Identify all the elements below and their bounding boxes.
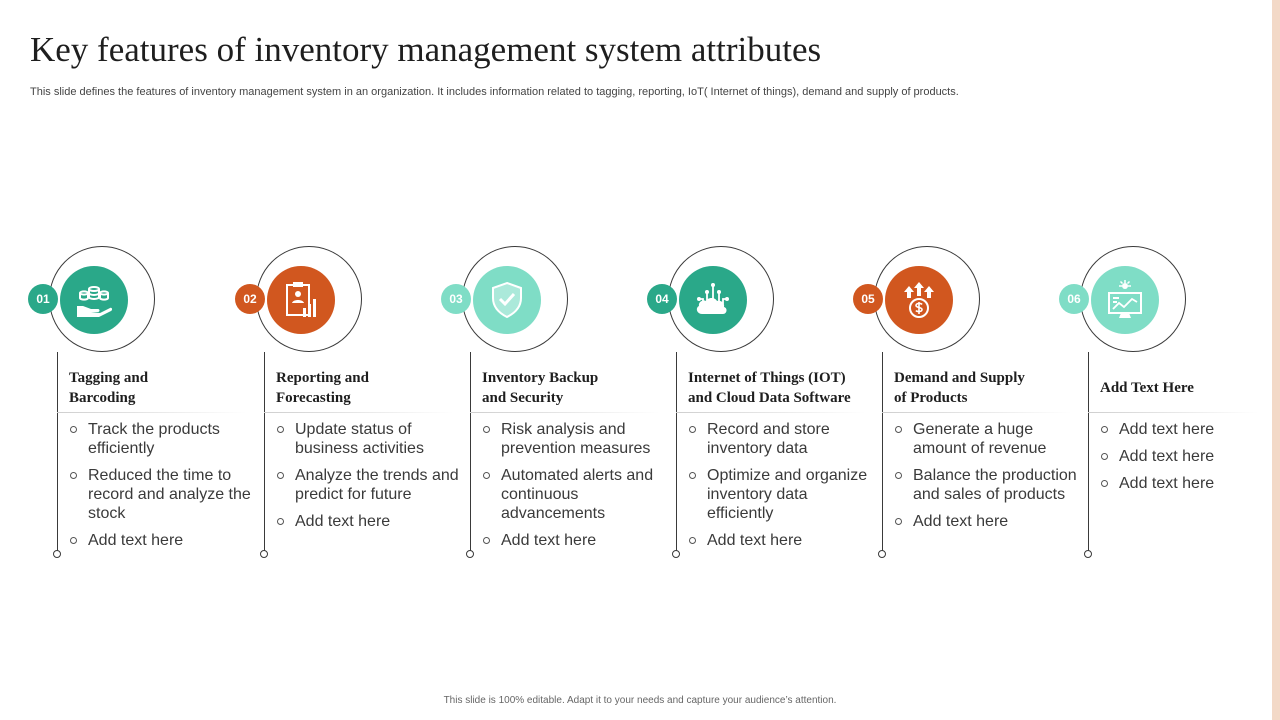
clipboard-chart-icon	[281, 280, 321, 320]
slide-footer-note: This slide is 100% editable. Adapt it to your needs and capture your audience’s attention.	[443, 695, 837, 706]
connector-end-dot	[1084, 550, 1092, 558]
feature-heading	[894, 368, 1084, 408]
feature-tagging-barcoding	[36, 246, 263, 562]
heading-line-1: Reporting and	[276, 370, 369, 386]
icon-disc	[473, 266, 541, 334]
bullet-item: Optimize and organize inventory data efficiently	[688, 466, 876, 523]
hand-coins-icon	[74, 280, 114, 320]
icon-ring	[49, 246, 155, 352]
icon-disc	[885, 266, 953, 334]
bullet-item: Reduced the time to record and analyze the stock	[69, 466, 257, 523]
money-bag-arrows-icon	[899, 280, 939, 320]
heading-line-1: Demand and Supply	[894, 370, 1025, 386]
connector-line	[1088, 352, 1089, 554]
connector-end-dot	[466, 550, 474, 558]
monitor-analytics-icon	[1105, 280, 1145, 320]
bullet-item: Add text here	[1100, 447, 1270, 466]
heading-line-1: Tagging and	[69, 370, 149, 386]
feature-heading	[688, 368, 878, 408]
heading-divider	[882, 412, 1072, 413]
feature-heading	[482, 368, 672, 408]
bullet-item: Balance the production and sales of products	[894, 466, 1082, 504]
connector-end-dot	[260, 550, 268, 558]
bullet-item: Add text here	[1100, 474, 1270, 493]
icon-ring	[874, 246, 980, 352]
bullet-item: Add text here	[482, 531, 670, 550]
heading-line-1: Inventory Backup	[482, 370, 599, 386]
page-title: Key features of inventory management system attributes	[30, 30, 822, 69]
connector-line	[882, 352, 883, 554]
heading-line-2: Barcoding	[69, 390, 136, 406]
bullet-list	[688, 420, 876, 558]
feature-heading	[276, 368, 466, 408]
feature-backup-security	[449, 246, 676, 562]
heading-line-2: of Products	[894, 390, 968, 406]
bullet-item: Add text here	[276, 512, 464, 531]
connector-end-dot	[53, 550, 61, 558]
bullet-list	[1100, 420, 1270, 501]
step-number-badge: 05	[853, 284, 883, 314]
heading-divider	[676, 412, 866, 413]
heading-divider	[57, 412, 247, 413]
bullet-item: Add text here	[1100, 420, 1270, 439]
bullet-list	[276, 420, 464, 539]
connector-line	[57, 352, 58, 554]
bullet-list	[482, 420, 670, 558]
step-number-badge: 01	[28, 284, 58, 314]
bullet-list	[894, 420, 1082, 539]
feature-demand-supply	[861, 246, 1088, 562]
connector-line	[470, 352, 471, 554]
connector-end-dot	[672, 550, 680, 558]
heading-line-1: Add Text Here	[1100, 380, 1194, 396]
feature-reporting-forecasting	[243, 246, 470, 562]
feature-heading	[1100, 378, 1270, 398]
feature-iot-cloud	[655, 246, 882, 562]
feature-add-text	[1067, 246, 1272, 562]
bullet-item: Update status of business activities	[276, 420, 464, 458]
icon-ring	[668, 246, 774, 352]
icon-ring	[256, 246, 362, 352]
bullet-item: Automated alerts and continuous advancements	[482, 466, 670, 523]
bullet-list	[69, 420, 257, 558]
page-subtitle: This slide defines the features of inventory management system in an organization. It includes information related to tagging, reporting, IoT( Internet of things), demand and supply of products.	[30, 86, 959, 98]
bullet-item: Record and store inventory data	[688, 420, 876, 458]
feature-heading	[69, 368, 259, 408]
heading-line-2: and Cloud Data Software	[688, 390, 851, 406]
connector-line	[264, 352, 265, 554]
bullet-item: Risk analysis and prevention measures	[482, 420, 670, 458]
shield-check-icon	[487, 280, 527, 320]
icon-disc	[267, 266, 335, 334]
bullet-item: Add text here	[894, 512, 1082, 531]
bullet-item: Track the products efficiently	[69, 420, 257, 458]
icon-ring	[462, 246, 568, 352]
step-number-badge: 03	[441, 284, 471, 314]
connector-line	[676, 352, 677, 554]
step-number-badge: 02	[235, 284, 265, 314]
cloud-network-icon	[693, 280, 733, 320]
heading-divider	[1088, 412, 1258, 413]
step-number-badge: 06	[1059, 284, 1089, 314]
heading-divider	[470, 412, 660, 413]
heading-line-2: Forecasting	[276, 390, 351, 406]
bullet-item: Add text here	[69, 531, 257, 550]
heading-line-1: Internet of Things (IOT)	[688, 370, 846, 386]
heading-divider	[264, 412, 454, 413]
icon-ring	[1080, 246, 1186, 352]
bullet-item: Analyze the trends and predict for future	[276, 466, 464, 504]
step-number-badge: 04	[647, 284, 677, 314]
connector-end-dot	[878, 550, 886, 558]
heading-line-2: and Security	[482, 390, 564, 406]
icon-disc	[679, 266, 747, 334]
bullet-item: Generate a huge amount of revenue	[894, 420, 1082, 458]
decorative-edge-strip	[1272, 0, 1280, 720]
bullet-item: Add text here	[688, 531, 876, 550]
icon-disc	[60, 266, 128, 334]
icon-disc	[1091, 266, 1159, 334]
